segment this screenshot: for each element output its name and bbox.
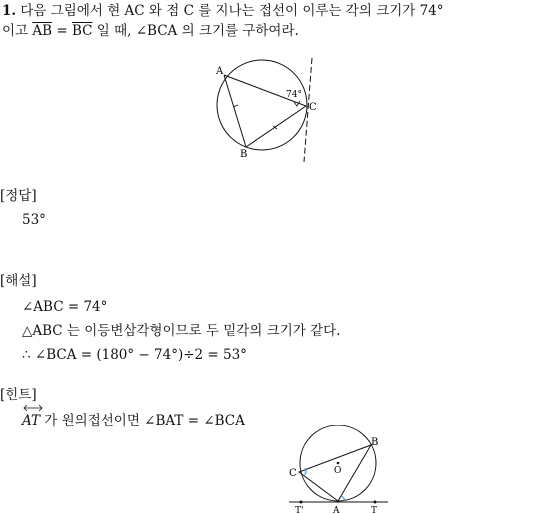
problem-text-2-prefix: 이고 bbox=[2, 23, 33, 39]
explanation-line-3: ∴ ∠BCA = (180° − 74°)÷2 = 53° bbox=[22, 347, 247, 363]
explanation-line-2: △ABC 는 이등변삼각형이므로 두 밑각의 크기가 같다. bbox=[22, 323, 341, 339]
problem-line-2 bbox=[2, 22, 299, 40]
label-c-2: C bbox=[289, 468, 297, 479]
figure-1-circle-tangent bbox=[200, 50, 340, 162]
explanation-line-1: ∠ABC = 74° bbox=[22, 299, 108, 315]
segment-bc: $\overline{BC}$ bbox=[71, 23, 93, 39]
equals-sign: = bbox=[52, 23, 72, 39]
segment-ab: $\overline{AB}$ bbox=[32, 23, 53, 39]
triangle-abc bbox=[224, 75, 306, 147]
point-t bbox=[374, 501, 377, 504]
answer-heading: [정답] bbox=[0, 188, 37, 204]
label-t: T bbox=[371, 506, 378, 513]
explanation-heading: [해설] bbox=[0, 273, 37, 289]
label-a-2: A bbox=[333, 506, 340, 513]
label-b-2: B bbox=[371, 437, 379, 448]
hint-heading: [힌트] bbox=[0, 387, 37, 403]
angle-label: 74° bbox=[286, 90, 302, 100]
label-t-prime: T' bbox=[295, 506, 304, 513]
problem-text-1: 다음 그림에서 현 AC 와 점 C 를 지나는 접선이 이루는 각의 크기가 74° bbox=[20, 3, 444, 19]
problem-number: 1. bbox=[2, 3, 17, 19]
label-b: B bbox=[240, 149, 248, 160]
answer-value: 53° bbox=[22, 212, 46, 228]
point-t-prime bbox=[300, 501, 303, 504]
problem-text-2-suffix: 일 때, ∠BCA 의 크기를 구하여라. bbox=[92, 23, 299, 39]
line-at bbox=[22, 412, 40, 430]
center-point bbox=[337, 462, 340, 465]
hint-line bbox=[22, 412, 245, 430]
angle-mark-bca bbox=[304, 468, 306, 476]
label-o: O bbox=[334, 466, 342, 476]
double-arrow-icon bbox=[22, 404, 44, 412]
label-c: C bbox=[309, 102, 317, 113]
problem-line-1 bbox=[2, 2, 444, 20]
label-a: A bbox=[216, 66, 224, 77]
figure-2-tangent-chord bbox=[285, 425, 395, 513]
hint-text: 가 원의접선이면 ∠BAT = ∠BCA bbox=[40, 413, 245, 429]
line-at-label: AT bbox=[22, 413, 41, 429]
